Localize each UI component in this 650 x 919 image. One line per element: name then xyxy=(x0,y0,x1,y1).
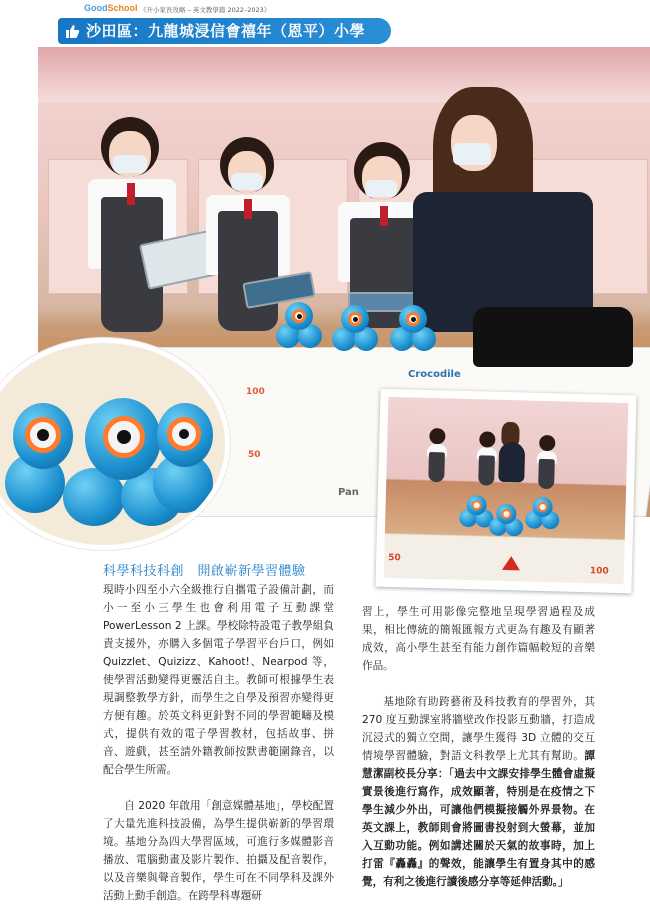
mat-number: 100 xyxy=(589,566,609,577)
thumbs-up-icon xyxy=(64,23,80,39)
mat-word: Pan xyxy=(338,487,359,498)
mat-number: 50 xyxy=(388,552,401,564)
article-left-column xyxy=(103,581,334,905)
goodschool-logo: GoodSchool xyxy=(84,3,138,13)
school-title-bar xyxy=(58,18,391,44)
page-header xyxy=(0,0,650,52)
mat-number: 50 xyxy=(248,450,261,460)
group-inset-photo xyxy=(375,389,636,594)
mat-number: 100 xyxy=(246,387,265,397)
series-label: 《升小家長攻略 – 英文教學篇 2022–2023》 xyxy=(140,6,271,14)
paragraph: 習上，學生可用影像完整地呈現學習過程及成果，相比傳統的簡報匯報方式更為有趣及有顯著成效，高小學生甚至有能力創作篇幅較短的音樂作品。 xyxy=(362,606,595,672)
arrow-up-icon xyxy=(502,556,520,570)
paragraph: 自 2020 年啟用「創意媒體基地」，學校配置了大量先進科技設備，為學生提供嶄新的學習環境。基地分為四大學習區域，可進行多媒體影音播放、電腦動畫及影片製作、拍攝及配音製作，以及音樂與聲音製作，學生可在不同學科及課外活動上動手創造。在跨學科專題研 xyxy=(103,800,334,902)
window-band xyxy=(38,47,650,102)
paragraph-text: 基地除有助跨藝術及科技教育的學習外，其 270 度互動課室將牆壁改作投影互動牆，打造成沉浸式的獨立空間，讓學生獲得 3D 立體的交互情境學習體驗，對語文科教學上尤其有幫助。 xyxy=(362,696,595,762)
mat-word: Crocodile xyxy=(408,369,461,380)
vice-principal-quote: 譚慧潔副校長分享：「過去中文課安排學生體會虛擬實景後進行寫作，成效顯著，特別是在疫情之下學生減少外出，可讓他們模擬接觸外界景物。在英文課上，教師則會將圖書投射到大螢幕，並加入互動功能。例如講述關於天氣的故事時，加上打雷『轟轟』的聲效，能讓學生有置身其中的感覺，有利之後進行讀後感分享等延伸活動。」 xyxy=(362,750,595,888)
section-heading: 科學科技科創 開啟嶄新學習體驗 xyxy=(103,564,306,579)
paragraph xyxy=(362,693,595,891)
page-title: 沙田區：九龍城浸信會禧年（恩平）小學 xyxy=(86,22,366,40)
paragraph: 現時小四至小六全級推行自攜電子設備計劃，而小一至小三學生也會利用電子互動課堂 PowerLesson 2 上課。學校除特設電子教學組負責支援外，亦購入多個電子學習平台戶口，例如 Quizzlet、Quizizz、Kahoot!、Nearpod 等，使學習活動變得更靈活自主。教師可根據學生表現調整教學方針，而學生之自學及預習亦變得更方便有趣。於英文科更針對不同的學習範疇及模式，提供有效的電子學習教材，包括故事、拼音、遊戲，甚至請外籍教師按默書範圍錄音，以配合學生所需。 xyxy=(103,584,334,776)
article-right-column xyxy=(362,603,595,891)
